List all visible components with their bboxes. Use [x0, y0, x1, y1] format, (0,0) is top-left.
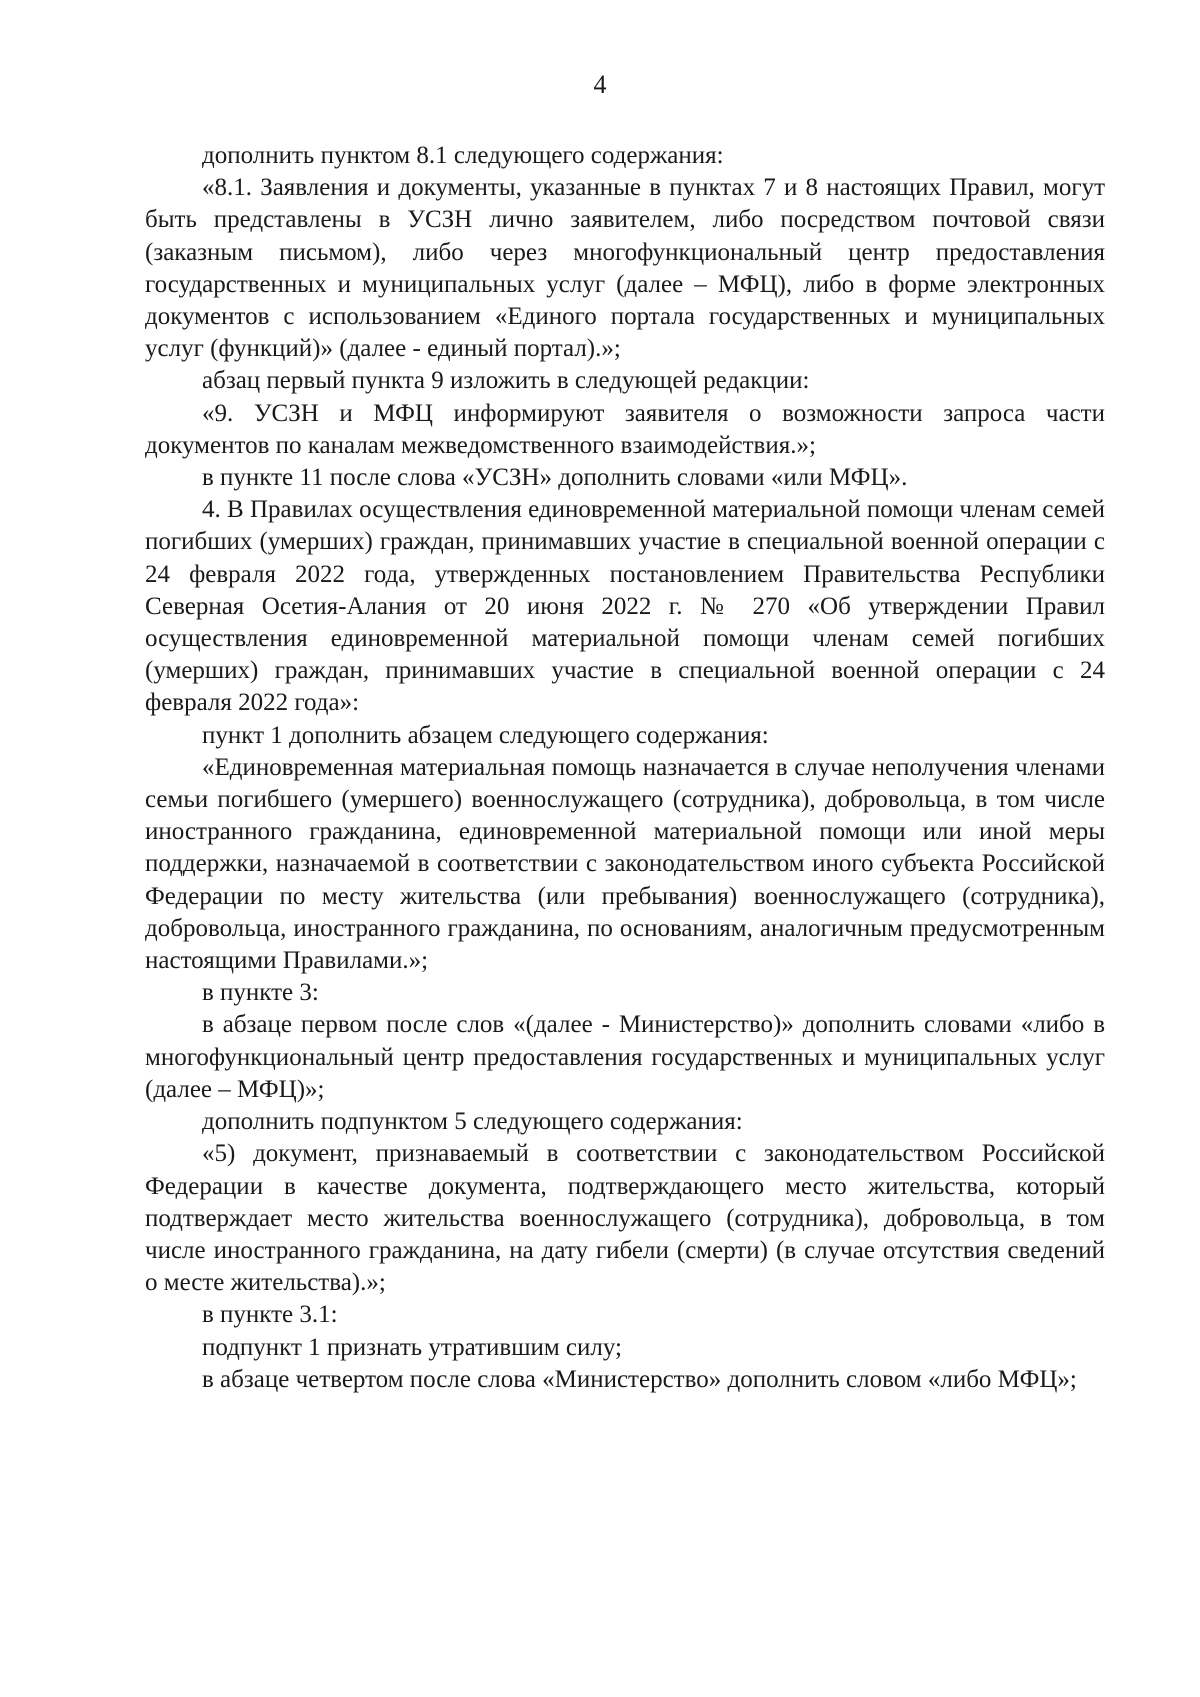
page-number: 4 — [593, 70, 607, 99]
paragraph-14: подпункт 1 признать утратившим силу; — [202, 1333, 622, 1361]
paragraph-10: в абзаце первом после слов «(далее - Министерство)» дополнить словами «либо в многофункциональный центр предоставления государственных и муниципальных услуг (далее – МФЦ)»; — [145, 1011, 1105, 1103]
paragraph-2: «8.1. Заявления и документы, указанные в пунктах 7 и 8 настоящих Правил, могут быть представлены в УСЗН лично заявителем, либо посредством почтовой связи (заказным письмом), либо через многофункциональный центр предоставления государственных и муниципальных услуг (далее – МФЦ), либо в форме электронных документов с использованием «Единого портала государственных и муниципальных услуг (функций)» (далее - единый портал).»; — [145, 174, 1105, 363]
paragraph-9: в пункте 3: — [202, 979, 319, 1007]
paragraph-3: абзац первый пункта 9 изложить в следующей редакции: — [202, 367, 810, 395]
paragraph-7: пункт 1 дополнить абзацем следующего содержания: — [202, 721, 769, 749]
paragraph-8: «Единовременная материальная помощь назначается в случае неполучения членами семьи погибшего (умершего) военнослужащего (сотрудника), добровольца, в том числе иностранного гражданина, единовременной материальной помощи или иной меры поддержки, назначаемой в соответствии с законодательством иного субъекта Российской Федерации по месту жительства (или пребывания) военнослужащего (сотрудника), добровольца, иностранного гражданина, по основаниям, аналогичным предусмотренным настоящими Правилами.»; — [145, 753, 1105, 975]
paragraph-4: «9. УСЗН и МФЦ информируют заявителя о возможности запроса части документов по каналам межведомственного взаимодействия.»; — [145, 399, 1105, 459]
paragraph-15: в абзаце четвертом после слова «Министерство» дополнить словом «либо МФЦ»; — [202, 1365, 1077, 1393]
paragraph-11: дополнить подпунктом 5 следующего содержания: — [202, 1108, 743, 1136]
paragraph-6: 4. В Правилах осуществления единовременной материальной помощи членам семей погибших (умерших) граждан, принимавших участие в специальной военной операции с 24 февраля 2022 года, утвержденных постановлением Правительства Республики Северная Осетия-Алания от 20 июня 2022 г. № 270 «Об утверждении Правил осуществления единовременной материальной помощи членам семей погибших (умерших) граждан, принимавших участие в специальной военной операции с 24 февраля 2022 года»: — [145, 496, 1105, 717]
paragraph-5: в пункте 11 после слова «УСЗН» дополнить словами «или МФЦ». — [202, 464, 908, 492]
paragraph-13: в пункте 3.1: — [202, 1301, 338, 1329]
document-body — [145, 140, 1105, 1396]
paragraph-12: «5) документ, признаваемый в соответствии с законодательством Российской Федерации в качестве документа, подтверждающего место жительства, который подтверждает место жительства военнослужащего (сотрудника), добровольца, в том числе иностранного гражданина, на дату гибели (смерти) (в случае отсутствия сведений о месте жительства).»; — [145, 1140, 1105, 1297]
paragraph-1: дополнить пунктом 8.1 следующего содержания: — [202, 142, 724, 169]
